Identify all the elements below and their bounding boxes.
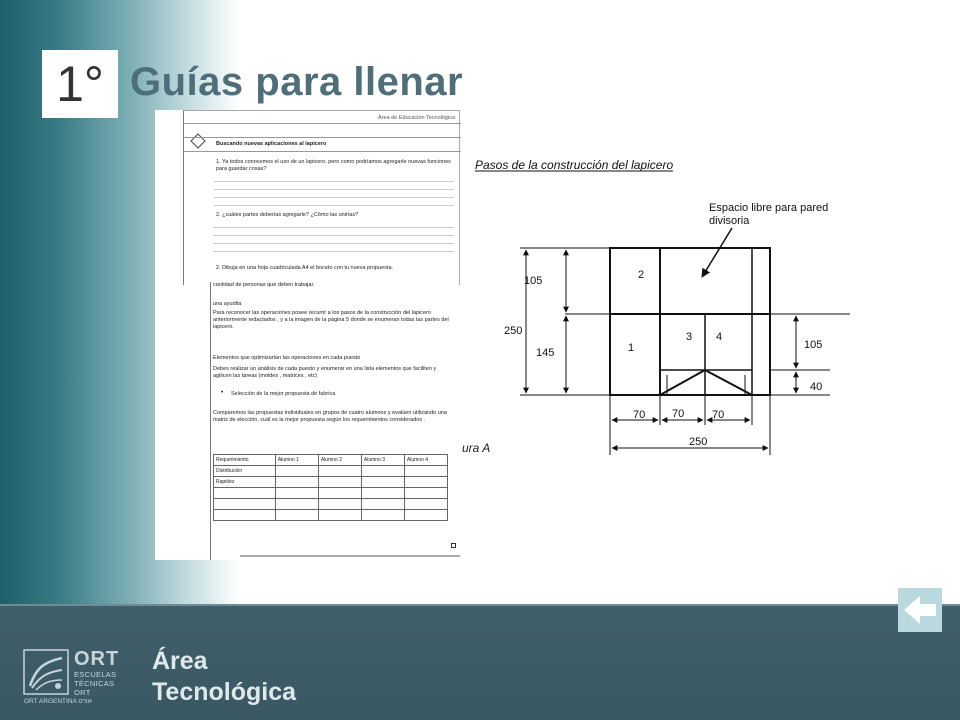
dimension-70-c: 70 bbox=[712, 409, 725, 421]
logo-footer: ORT ARGENTINA אורט bbox=[24, 698, 92, 705]
table-cell: Distribución bbox=[214, 466, 276, 477]
table-cell: Rapidez bbox=[214, 477, 276, 488]
table-cell bbox=[361, 510, 404, 521]
area-label bbox=[152, 646, 352, 708]
worksheet-question-1: 1. Ya todos conocemos el uso de un lapicero, pero como podríamos agregarle nuevas funciones para guardar cosas? bbox=[216, 159, 451, 172]
dimension-70-a: 70 bbox=[633, 409, 646, 421]
worksheet-text: Comparemos las propuestas individuales en grupos de cuatro alumnos y evalúen utilizando una matriz de elección, cuál es la mejor propuesta según los requerimientos considerados . bbox=[213, 410, 447, 423]
table-row bbox=[214, 466, 448, 477]
table-cell bbox=[318, 488, 361, 499]
annotation-line-2: divisoria bbox=[709, 215, 750, 227]
logo-subtitle: ESCUELAS bbox=[74, 670, 117, 679]
table-cell bbox=[275, 466, 318, 477]
annotation-arrow bbox=[702, 228, 732, 277]
table-row bbox=[214, 510, 448, 521]
worksheet-bullet: Selección de la mejor propuesta de fabrica bbox=[231, 391, 336, 397]
bullet-icon: • bbox=[221, 390, 224, 396]
table-cell bbox=[318, 466, 361, 477]
answer-line bbox=[214, 197, 454, 198]
logo-wordmark: ORT bbox=[74, 648, 120, 670]
divider bbox=[184, 151, 461, 152]
technical-drawing-svg bbox=[460, 150, 860, 460]
back-button[interactable] bbox=[898, 588, 942, 632]
worksheet-question-3: 2. Dibuja en una hoja cuadriculada A4 el boceto con tu nueva propuesta. bbox=[216, 265, 394, 271]
worksheet-text: Debes realizar un análisis de cada puesto y enumerar en una lista elementos que faciliten y agilicen las tareas (moldes , matrices , etc) bbox=[213, 366, 437, 379]
worksheet-heading: Elementos que optimizarían las operaciones en cada puesto bbox=[213, 355, 361, 361]
table-cell bbox=[275, 488, 318, 499]
table-cell bbox=[214, 488, 276, 499]
compartment-label-3: 3 bbox=[686, 331, 693, 343]
divider bbox=[184, 123, 461, 124]
table-cell bbox=[404, 499, 447, 510]
compartment-label-2: 2 bbox=[638, 269, 645, 281]
compartment-label-1: 1 bbox=[628, 342, 635, 354]
table-header-cell: Alumno 4 bbox=[404, 455, 447, 466]
dimension-250-bottom: 250 bbox=[689, 436, 708, 448]
area-label-line-2: Tecnológica bbox=[152, 678, 297, 706]
page-bottom-edge bbox=[240, 555, 460, 557]
outer-box bbox=[610, 248, 770, 395]
table-row bbox=[214, 499, 448, 510]
grade-badge: 1° bbox=[42, 50, 118, 118]
page-title: Guías para llenar bbox=[130, 60, 464, 104]
ort-emblem-icon bbox=[22, 648, 70, 696]
worksheet-text: Para reconocer las operaciones posee recurrir a los pasos de la construcción del lapicero anteriormente redactados , y a la imagen de la página 5 donde se enumeran todas las partes del lapicero. bbox=[213, 310, 449, 330]
worksheet-question-2: 2. ¿cuáles partes deberías agregarle? ¿Cómo las unirías? bbox=[216, 212, 359, 218]
answer-line bbox=[214, 205, 454, 206]
table-cell bbox=[214, 510, 276, 521]
answer-line bbox=[214, 243, 454, 244]
table-cell bbox=[275, 477, 318, 488]
answer-line bbox=[214, 235, 454, 236]
table-cell bbox=[404, 510, 447, 521]
worksheet-image bbox=[155, 110, 460, 560]
answer-line bbox=[214, 189, 454, 190]
table-cell bbox=[404, 466, 447, 477]
table-cell bbox=[404, 488, 447, 499]
ort-logo bbox=[22, 648, 132, 706]
table-row bbox=[214, 488, 448, 499]
table-cell bbox=[318, 477, 361, 488]
table-cell bbox=[275, 510, 318, 521]
table-header-cell: Alumno 2 bbox=[318, 455, 361, 466]
back-arrow-icon bbox=[898, 588, 942, 632]
answer-line bbox=[214, 181, 454, 182]
worksheet-section-title: Buscando nuevas aplicaciones al lapicero bbox=[216, 141, 327, 147]
table-cell bbox=[214, 499, 276, 510]
table-header-cell: Requerimiento bbox=[214, 455, 276, 466]
answer-line bbox=[214, 251, 454, 252]
dimension-145: 145 bbox=[536, 347, 555, 359]
dimension-105-right: 105 bbox=[804, 339, 823, 351]
drawing-title: Pasos de la construcción del lapicero bbox=[475, 158, 674, 172]
divider bbox=[184, 137, 461, 138]
table-cell bbox=[318, 499, 361, 510]
worksheet-page-bottom bbox=[210, 282, 460, 560]
table-cell bbox=[361, 499, 404, 510]
table-header-cell: Alumno 1 bbox=[275, 455, 318, 466]
table-cell bbox=[318, 510, 361, 521]
table-cell bbox=[404, 477, 447, 488]
dimension-105-top: 105 bbox=[524, 275, 543, 287]
dimension-250-left: 250 bbox=[504, 325, 523, 337]
footer-bar bbox=[0, 606, 960, 720]
table-cell bbox=[361, 466, 404, 477]
worksheet-header-right: Área de Educación Tecnológica bbox=[378, 115, 455, 121]
worksheet-table bbox=[213, 454, 448, 521]
table-cell bbox=[361, 477, 404, 488]
dimension-70-b: 70 bbox=[672, 408, 685, 420]
table-header-row bbox=[214, 455, 448, 466]
worksheet-page-top bbox=[183, 110, 460, 285]
v-support bbox=[660, 370, 752, 395]
diamond-icon bbox=[190, 133, 206, 149]
table-header-cell: Alumno 3 bbox=[361, 455, 404, 466]
table-row bbox=[214, 477, 448, 488]
area-label-line-1: Área bbox=[152, 647, 208, 675]
answer-line bbox=[214, 227, 454, 228]
worksheet-text: cantidad de personas que deben trabajar. bbox=[213, 282, 315, 288]
worksheet-heading: una ayudita bbox=[213, 301, 242, 307]
table-cell bbox=[361, 488, 404, 499]
page-corner-mark bbox=[451, 543, 456, 548]
dimension-40: 40 bbox=[810, 381, 823, 393]
annotation-line-1: Espacio libre para pared bbox=[709, 202, 829, 214]
logo-subtitle: TÉCNICAS ORT bbox=[74, 679, 115, 697]
table-cell bbox=[275, 499, 318, 510]
technical-drawing bbox=[460, 150, 860, 460]
figure-caption: ura A bbox=[462, 441, 491, 455]
compartment-label-4: 4 bbox=[716, 331, 723, 343]
